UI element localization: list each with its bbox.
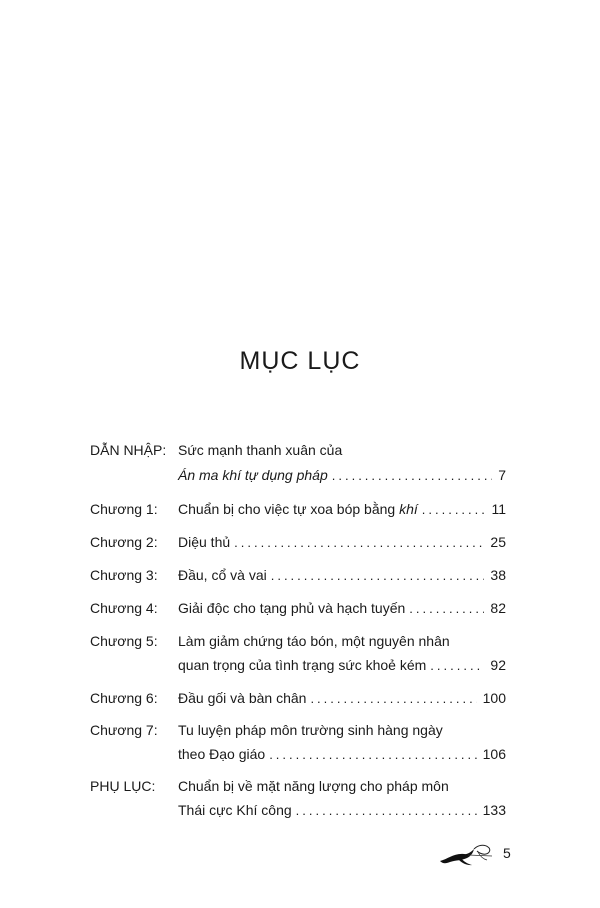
dot-leader <box>332 467 492 485</box>
toc-entry-title: Đầu gối và bàn chân <box>178 690 307 706</box>
toc-entry-page: 7 <box>498 467 506 483</box>
toc-entry-title: Đầu, cổ và vai <box>178 567 267 583</box>
toc-entry-page: 106 <box>482 746 506 762</box>
dot-leader <box>271 567 485 585</box>
toc-entry-page: 11 <box>491 501 506 517</box>
page-title: MỤC LỤC <box>239 347 361 375</box>
toc-entry-line <box>178 801 506 820</box>
toc-entry-line <box>178 566 506 585</box>
dot-leader <box>422 501 486 519</box>
toc-entry-title-line2: Thái cực Khí công <box>178 802 292 818</box>
toc-entry-label: Chương 5: <box>90 633 158 649</box>
toc-entry-label: DẪN NHẬP: <box>90 442 167 458</box>
toc-entry-line <box>178 689 506 708</box>
toc-entry-title-line1: Chuẩn bị về mặt năng lượng cho pháp môn <box>178 778 449 794</box>
toc-entry-title-line2: Án ma khí tự dụng pháp <box>178 467 328 483</box>
toc-entry-title: Giải độc cho tạng phủ và hạch tuyến <box>178 600 406 616</box>
toc-entry-label: PHỤ LỤC: <box>90 778 156 794</box>
toc-entry-title-line2: theo Đạo giáo <box>178 746 266 762</box>
toc-entry-line <box>178 500 506 519</box>
toc-entry-title-line1: Tu luyện pháp môn trường sinh hàng ngày <box>178 722 443 738</box>
toc-entry-page: 100 <box>482 690 506 706</box>
toc-entry-title-line1: Sức mạnh thanh xuân của <box>178 442 343 458</box>
page-number: 5 <box>503 845 511 861</box>
toc-entry-label: Chương 6: <box>90 690 158 706</box>
toc-entry-page: 38 <box>490 567 506 583</box>
dot-leader <box>409 600 484 618</box>
toc-entry-title-italic: khí <box>399 501 418 517</box>
toc-entry-line <box>178 533 506 552</box>
toc-entry-page: 25 <box>490 534 506 550</box>
toc-entry-label: Chương 3: <box>90 567 158 583</box>
brush-bird-icon <box>438 843 494 867</box>
toc-entry-label: Chương 7: <box>90 722 158 738</box>
dot-leader <box>269 746 476 764</box>
toc-entry-page: 92 <box>490 657 506 673</box>
dot-leader <box>234 534 484 552</box>
toc-entry-title: Chuẩn bị cho việc tự xoa bóp bằng <box>178 501 400 517</box>
toc-entry-line <box>178 466 506 485</box>
toc-entry-title: Diệu thủ <box>178 534 231 550</box>
toc-entry-label: Chương 1: <box>90 501 158 517</box>
toc-entry-label: Chương 2: <box>90 534 158 550</box>
dot-leader <box>296 802 477 820</box>
toc-entry-page: 133 <box>482 802 506 818</box>
toc-entry-line <box>178 599 506 618</box>
toc-entry-title-line1: Làm giảm chứng táo bón, một nguyên nhân <box>178 633 450 649</box>
toc-entry-line <box>178 745 506 764</box>
dot-leader <box>310 690 476 708</box>
toc-entry-page: 82 <box>490 600 506 616</box>
toc-entry-label: Chương 4: <box>90 600 158 616</box>
toc-entry-line <box>178 656 506 675</box>
toc-entry-title-line2: quan trọng của tình trạng sức khoẻ kém <box>178 657 427 673</box>
dot-leader <box>430 657 484 675</box>
